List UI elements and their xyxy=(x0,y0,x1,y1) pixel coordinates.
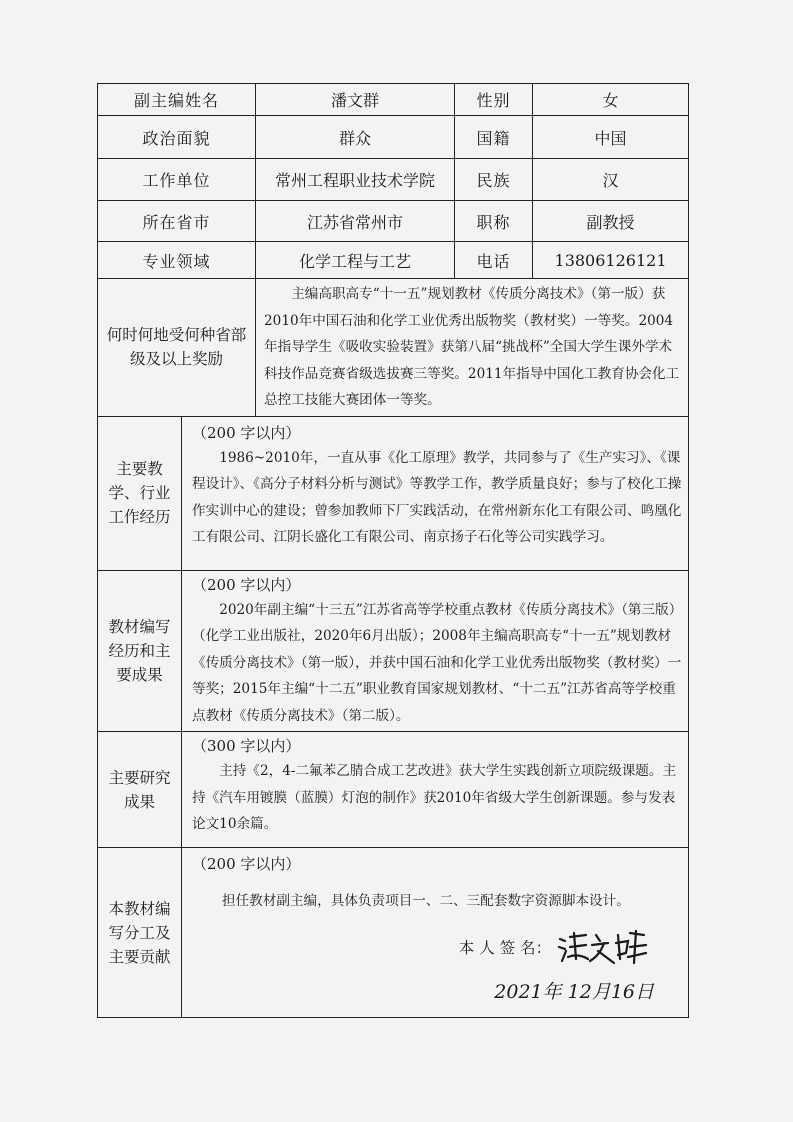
label-research: 主要研究成果 xyxy=(98,732,182,848)
handwritten-signature xyxy=(556,929,648,969)
value-title: 副教授 xyxy=(533,201,689,242)
teaching-text: 1986~2010年，一直从事《化工原理》教学，共同参与了《生产实习》、《课程设计》、《高分子材料分析与测试》等教学工作，教学质量良好；参与了校化工操作实训中心的建设；曾参加教师下厂实践活动，在常州新东化工有限公司、鸣凰化工有限公司、江阴长盛化工有限公司、南京扬子石化等公司实践学习。 xyxy=(192,449,682,545)
teaching-cell xyxy=(182,416,689,570)
value-gender: 女 xyxy=(533,84,689,116)
label-workplace: 工作单位 xyxy=(98,159,256,201)
textbook-cell xyxy=(182,570,689,732)
research-text: 主持《2，4-二氟苯乙腈合成工艺改进》获大学生实践创新立项院级课题。主持《汽车用镀膜（蓝膜）灯泡的制作》获2010年省级大学生创新课题。参与发表论文10余篇。 xyxy=(192,763,677,832)
label-field: 专业领域 xyxy=(98,242,256,279)
teaching-limit: （200 字以内） xyxy=(192,423,301,442)
label-province: 所在省市 xyxy=(98,201,256,242)
row-political xyxy=(98,116,689,159)
row-awards xyxy=(98,279,689,417)
label-phone: 电话 xyxy=(455,242,533,279)
editor-info-form xyxy=(97,83,689,1018)
row-field xyxy=(98,242,689,279)
value-province: 江苏省常州市 xyxy=(256,201,455,242)
label-awards: 何时何地受何种省部级及以上奖励 xyxy=(98,279,256,417)
research-limit: （300 字以内） xyxy=(192,737,301,755)
label-gender: 性别 xyxy=(455,84,533,116)
row-textbook xyxy=(98,570,689,732)
value-ethnicity: 汉 xyxy=(533,159,689,201)
textbook-limit: （200 字以内） xyxy=(192,575,301,594)
value-political: 群众 xyxy=(256,116,455,159)
contribution-limit: （200 字以内） xyxy=(192,855,301,873)
row-research xyxy=(98,732,689,848)
label-ethnicity: 民族 xyxy=(455,159,533,201)
row-name xyxy=(98,84,689,116)
value-name: 潘文群 xyxy=(256,84,455,116)
label-title: 职称 xyxy=(455,201,533,242)
row-teaching xyxy=(98,416,689,570)
signature-row xyxy=(192,929,682,969)
contribution-cell xyxy=(182,848,689,1018)
row-province xyxy=(98,201,689,242)
label-political: 政治面貌 xyxy=(98,116,256,159)
label-contribution: 本教材编写分工及主要贡献 xyxy=(98,848,182,1018)
handwritten-date: 2021年 12月16日 xyxy=(494,980,655,1003)
row-workplace xyxy=(98,159,689,201)
label-teaching: 主要教学、行业工作经历 xyxy=(98,416,182,570)
research-cell xyxy=(182,732,689,848)
value-field: 化学工程与工艺 xyxy=(256,242,455,279)
textbook-text: 2020年副主编“十三五”江苏省高等学校重点教材《传质分离技术》（第三版）（化学工业出版社，2020年6月出版）；2008年主编高职高专“十一五”规划教材《传质分离技术》（第一版），并获中国石油和化学工业优秀出版物奖（教材奖）一等奖；2015年主编“十二五”职业教育国家规划教材、“十二五”江苏省高等学校重点教材《传质分离技术》（第二版）。 xyxy=(192,601,682,724)
label-textbook: 教材编写经历和主要成果 xyxy=(98,570,182,732)
date-row xyxy=(192,977,682,1004)
awards-text: 主编高职高专“十一五”规划教材《传质分离技术》（第一版）获2010年中国石油和化学工业优秀出版物奖（教材奖）一等奖。2004年指导学生《吸收实验装置》获第八届“挑战杯”全国大学生课外学术科技作品竞赛省级选拔赛三等奖。2011年指导中国化工教育协会化工总控工技能大赛团体一等奖。 xyxy=(264,286,680,408)
value-workplace: 常州工程职业技术学院 xyxy=(256,159,455,201)
value-nationality: 中国 xyxy=(533,116,689,159)
contribution-text: 担任教材副主编，具体负责项目一、二、三配套数字资源脚本设计。 xyxy=(222,893,630,909)
label-name: 副主编姓名 xyxy=(98,84,256,116)
label-nationality: 国籍 xyxy=(455,116,533,159)
row-contribution xyxy=(98,848,689,1018)
awards-cell xyxy=(256,279,689,417)
value-phone: 13806126121 xyxy=(533,242,689,279)
signature-label: 本 人 签 名： xyxy=(458,938,552,957)
